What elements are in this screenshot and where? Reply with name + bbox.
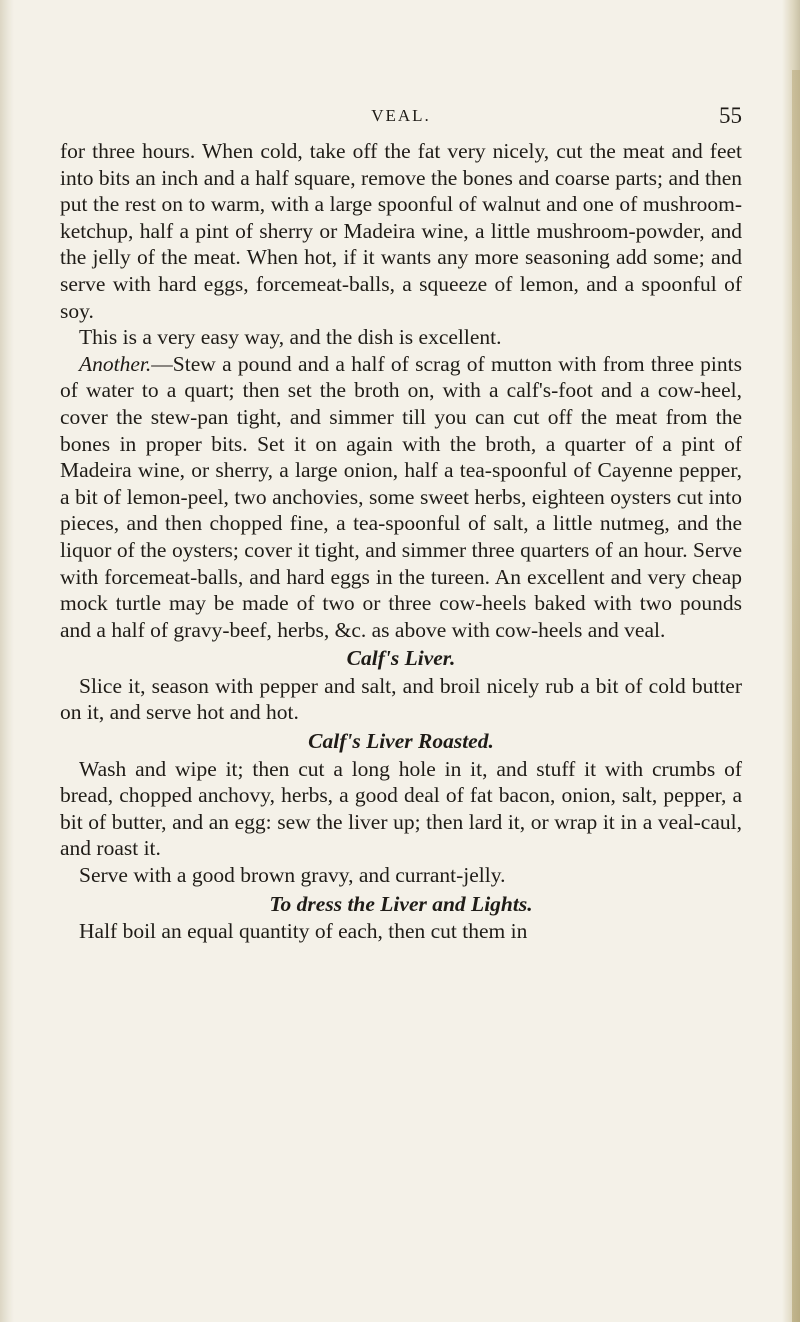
paragraph-lead-word: Another. [79,351,152,376]
paragraph-calfs-liver: Slice it, season with pepper and salt, and broil nicely rub a bit of cold butter on it, and serve hot and hot. [60,673,742,725]
paragraph-serve: Serve with a good brown gravy, and currant-jelly. [79,863,506,888]
running-head [60,104,742,134]
paragraph-note: This is a very easy way, and the dish is excellent. [79,325,502,350]
page-edge-stain [792,70,800,1322]
paragraph-liver-roasted: Wash and wipe it; then cut a long hole in it, and stuff it with crumbs of bread, chopped anchovy, herbs, a good deal of fat bacon, onion, salt, pepper, a bit of butter, and an egg: sew the liver up; then lard it, or wrap it in a veal-caul, and roast it. [60,756,742,861]
paragraph-liver-and-lights: Half boil an equal quantity of each, then cut them in [79,919,528,944]
page-body [60,138,742,945]
recipe-heading-calfs-liver: Calf's Liver. [346,646,456,671]
page-number: 55 [719,103,742,128]
recipe-heading-liver-and-lights: To dress the Liver and Lights. [269,891,533,916]
running-title: VEAL. [371,106,431,125]
paragraph-continuation: for three hours. When cold, take off the fat very nicely, cut the meat and feet into bits an inch and a half square, remove the bones and coarse parts; and then put the rest on to warm, with a large spoonful of walnut and one of mushroom-ketchup, half a pint of sherry or Madeira wine, a little mushroom-powder, and the jelly of the meat. When hot, if it wants any more seasoning add some; and serve with hard eggs, forcemeat-balls, a squeeze of lemon, and a spoonful of soy. [60,139,742,323]
paragraph-another [60,351,742,644]
page-left-edge [0,0,14,1322]
recipe-heading-calfs-liver-roasted: Calf's Liver Roasted. [308,729,494,754]
paragraph-another-text: —Stew a pound and a half of scrag of mutton with from three pints of water to a quart; then set the broth on, with a calf's-foot and a cow-heel, cover the stew-pan tight, and simmer till you can cut off the meat from the bones in proper bits. Set it on again with the broth, a quarter of a pint of Madeira wine, or sherry, a large onion, half a tea-spoonful of Cayenne pepper, a bit of lemon-peel, two anchovies, some sweet herbs, eighteen oysters cut into pieces, and then chopped fine, a tea-spoonful of salt, a little nutmeg, and the liquor of the oysters; cover it tight, and simmer three quarters of an hour. Serve with forcemeat-balls, and hard eggs in the tureen. An excellent and very cheap mock turtle may be made of two or three cow-heels baked with two pounds and a half of gravy-beef, herbs, &c. as above with cow-heels and veal. [60,351,742,642]
